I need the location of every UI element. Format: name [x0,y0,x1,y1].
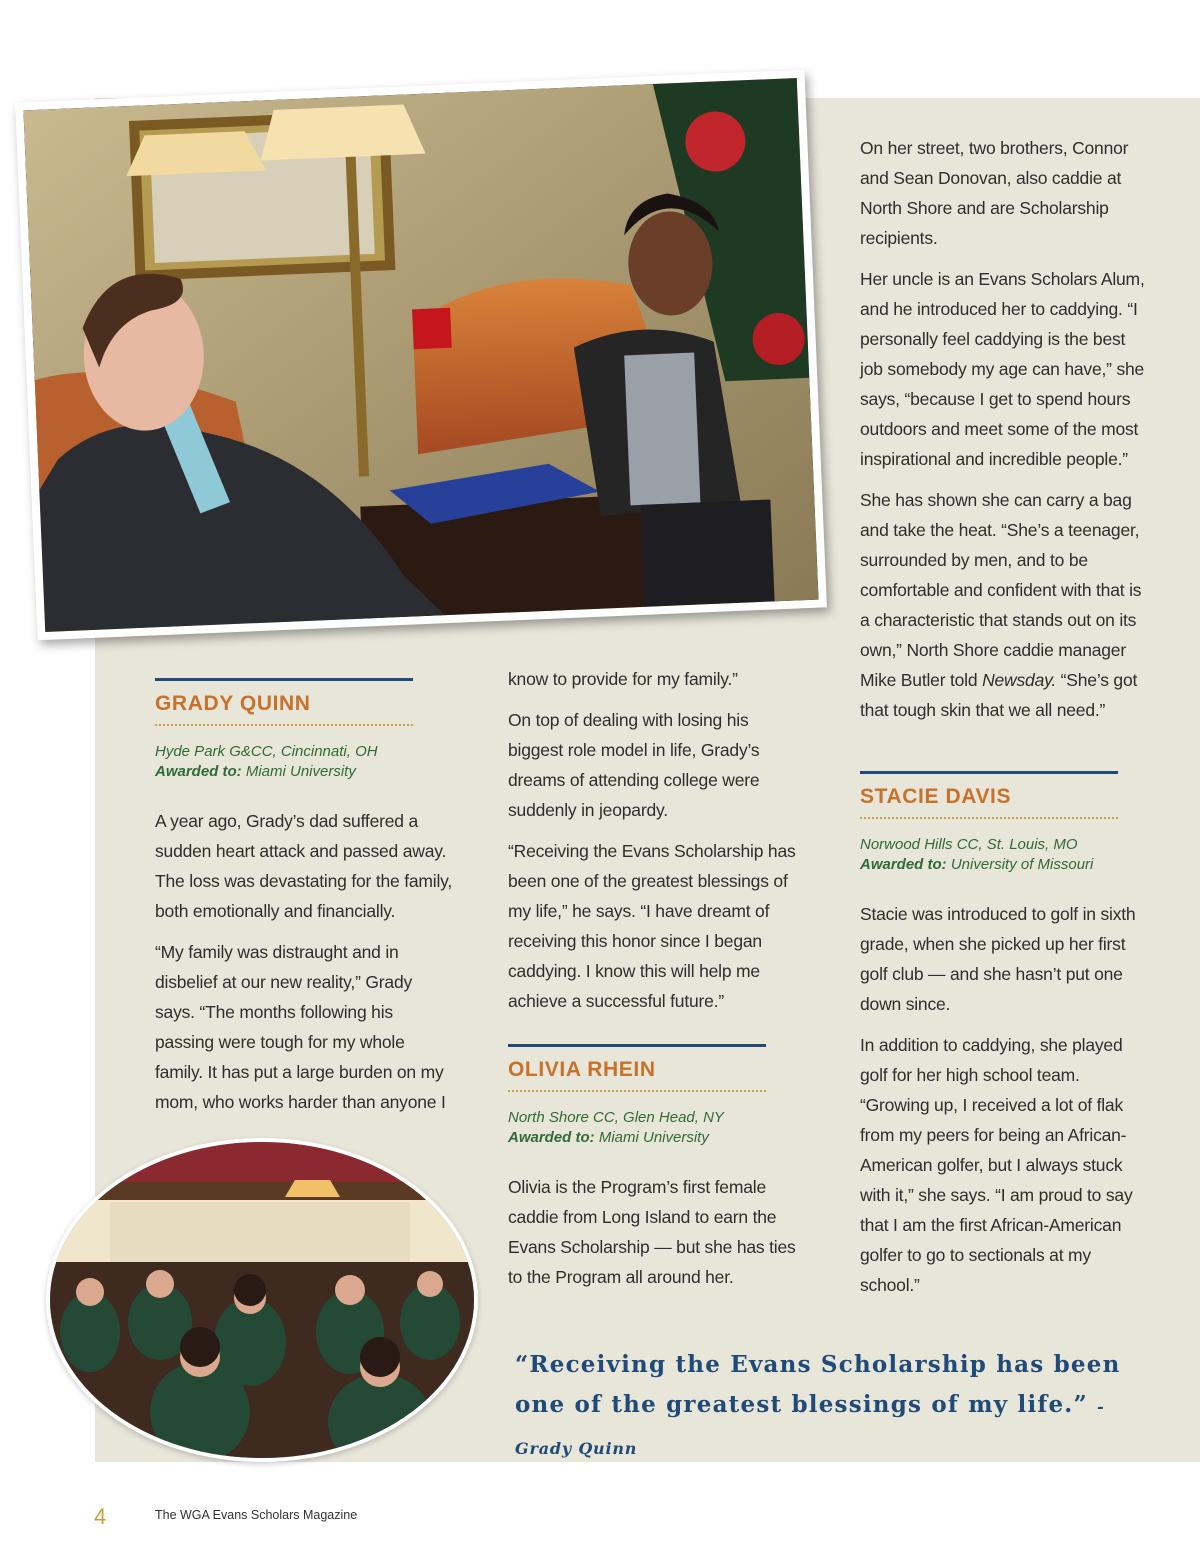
section-rule [155,678,413,681]
profile-stacie [860,771,1145,819]
pull-quote-text: “Receiving the Evans Scholarship has been one of the greatest blessings of my life.” [515,1351,1121,1418]
publication-title: The WGA Evans Scholars Magazine [155,1508,358,1522]
dotted-rule [508,1090,766,1092]
publication-name: Newsday. [982,670,1057,690]
paragraph: Stacie was introduced to golf in sixth grade, when she picked up her first golf club — and she hasn’t put one down since. [860,904,1136,1014]
pull-quote-attribution: -Grady Quinn [515,1397,1105,1458]
dotted-rule [155,724,413,726]
paragraph: Her uncle is an Evans Scholars Alum, and he introduced her to caddying. “I personally feel caddying is the best job somebody my age can have,” she says, “because I get to spend hours outdoors and meet some of the most inspirational and incredible people.” [860,269,1145,469]
main-photo [15,70,827,641]
awarded-school: University of Missouri [950,856,1094,873]
section-rule [508,1044,766,1047]
profile-olivia [508,1044,798,1092]
paragraph-part: She has shown she can carry a bag and take the heat. “She’s a teenager, surrounded by men, and to be comfortable and confident with that is a characteristic that stands out on its own,” North Shore caddie manager Mike Butler told [860,490,1142,690]
paragraph: Olivia is the Program’s first female caddie from Long Island to earn the Evans Scholarship — but she has ties to the Program all around her. [508,1177,796,1287]
profile-club: Norwood Hills CC, St. Louis, MO [860,836,1078,853]
column-middle [508,664,798,1303]
paragraph: know to provide for my family.” [508,669,738,689]
profile-meta [860,835,1145,875]
profile-award [155,762,455,782]
paragraph: “Receiving the Evans Scholarship has been one of the greatest blessings of my life,” he says. “I have dreamt of receiving this honor since I began caddying. I know this will help me achieve a successful future.” [508,841,796,1011]
awarded-school: Miami University [245,763,356,780]
paragraph: In addition to caddying, she played golf for her high school team. “Growing up, I received a lot of flak from my peers for being an African-American golfer, but I always stuck with it,” she says. “I am proud to say that I am the first African-American golfer to go to sectionals at my school.” [860,1035,1133,1295]
profile-meta [508,1108,798,1148]
pull-quote [515,1345,1155,1469]
profile-award [508,1128,798,1148]
column-right [860,133,1145,1311]
awarded-school: Miami University [598,1129,709,1146]
profile-meta [155,742,455,782]
paragraph [860,485,1145,725]
paragraph-part: “She’s got that tough skin that we all need.” [860,670,1138,720]
section-rule [860,771,1118,774]
page-number: 4 [94,1504,107,1529]
profile-club: Hyde Park G&CC, Cincinnati, OH [155,743,378,760]
paragraph: On her street, two brothers, Connor and Sean Donovan, also caddie at North Shore and are Scholarship recipients. [860,138,1129,248]
profile-award [860,855,1145,875]
awarded-label: Awarded to: [508,1129,595,1146]
paragraph: “My family was distraught and in disbelief at our new reality,” Grady says. “The months following his passing were tough for my whole family. It has put a large burden on my mom, who works harder than anyone I [155,942,446,1112]
group-photo-illustration [50,1142,474,1458]
paragraph: On top of dealing with losing his biggest role model in life, Grady’s dreams of attending college were suddenly in jeopardy. [508,710,760,820]
profile-name: STACIE DAVIS [860,785,1012,808]
dotted-rule [860,817,1118,819]
profile-club: North Shore CC, Glen Head, NY [508,1109,724,1126]
profile-name: GRADY QUINN [155,692,311,715]
awarded-label: Awarded to: [860,856,947,873]
awarded-label: Awarded to: [155,763,242,780]
main-photo-illustration [23,78,818,632]
profile-name: OLIVIA RHEIN [508,1058,656,1081]
profile-grady [155,678,455,1128]
group-photo [46,1138,478,1462]
paragraph: A year ago, Grady’s dad suffered a sudden heart attack and passed away. The loss was devastating for the family, both emotionally and financially. [155,811,453,921]
